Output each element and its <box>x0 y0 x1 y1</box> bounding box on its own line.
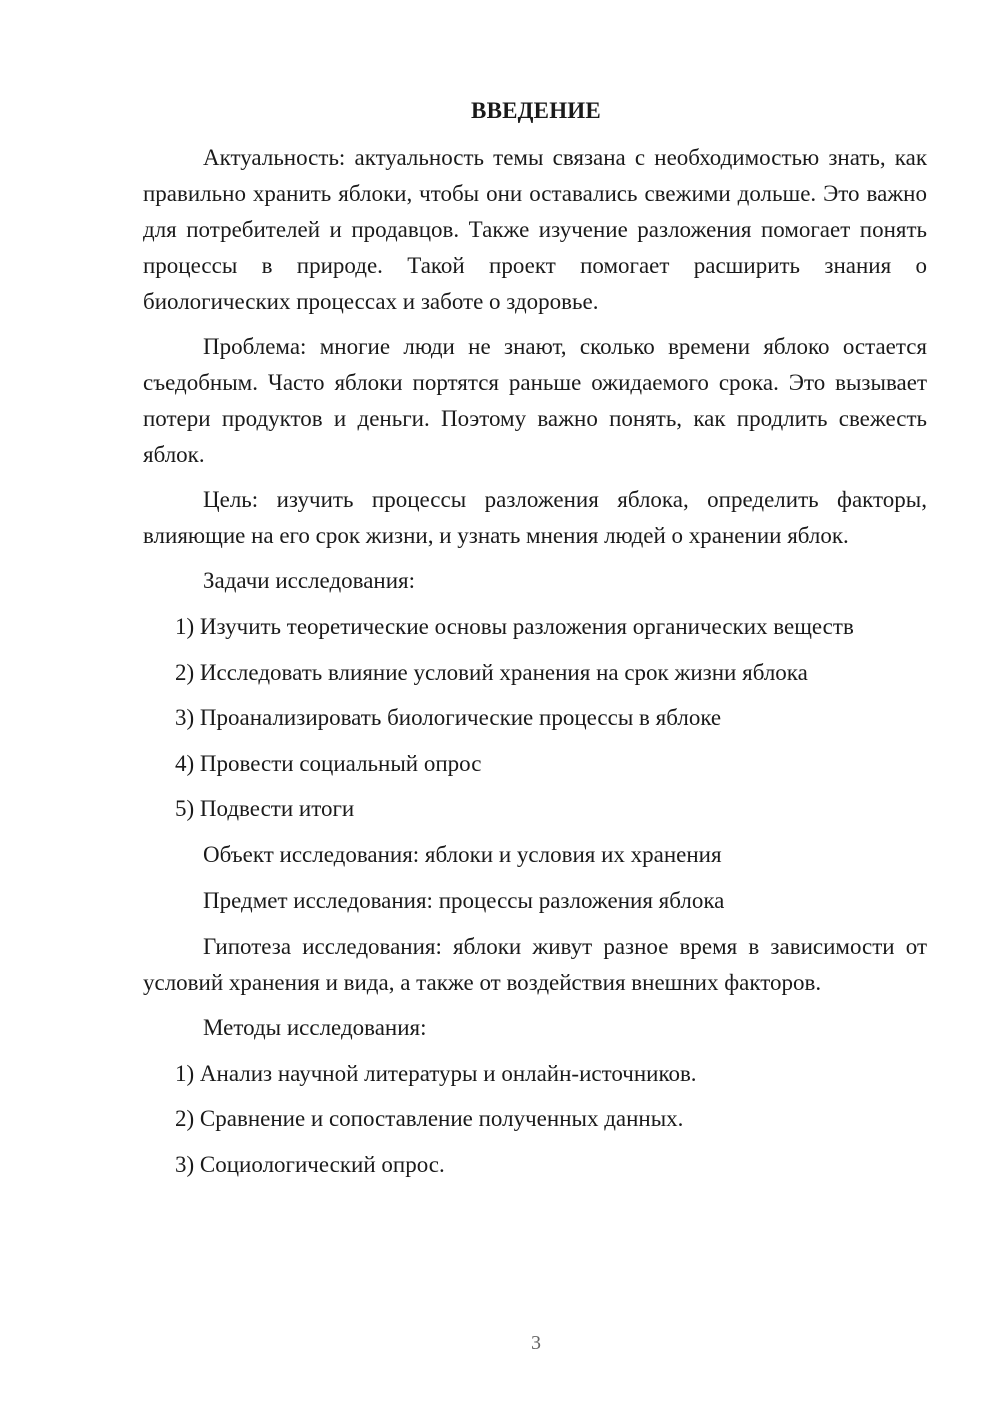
tasks-list <box>143 609 927 827</box>
list-item-task-4: 4) Провести социальный опрос <box>175 750 482 776</box>
methods-list <box>143 1056 927 1183</box>
page-title: ВВЕДЕНИЕ <box>471 98 601 123</box>
document-body <box>143 140 927 1192</box>
paragraph-hypothesis: Гипотеза исследования: яблоки живут разное время в зависимости от условий хранения и вида, а также от воздействия внешних факторов. <box>143 933 927 995</box>
list-item-method-3: 3) Социологический опрос. <box>175 1151 445 1177</box>
list-item-task-5: 5) Подвести итоги <box>175 796 355 821</box>
list-item-method-2: 2) Сравнение и сопоставление полученных данных. <box>175 1106 684 1131</box>
paragraph-subject: Предмет исследования: процессы разложения яблока <box>203 887 725 913</box>
paragraph-problem: Проблема: многие люди не знают, сколько времени яблоко остается съедобным. Часто яблоки портятся раньше ожидаемого срока. Это вызывает потери продуктов и деньги. Поэтому важно понять, как продлить свежесть яблок. <box>143 334 927 467</box>
paragraph-object: Объект исследования: яблоки и условия их хранения <box>203 841 722 867</box>
list-item-task-3: 3) Проанализировать биологические процессы в яблоке <box>175 705 722 730</box>
list-item-task-1: 1) Изучить теоретические основы разложения органических веществ <box>175 614 854 639</box>
page-number: 3 <box>531 1332 541 1354</box>
methods-heading: Методы исследования: <box>203 1014 427 1040</box>
tasks-heading: Задачи исследования: <box>203 568 416 593</box>
paragraph-goal: Цель: изучить процессы разложения яблока, определить факторы, влияющие на его срок жизни, и узнать мнения людей о хранении яблок. <box>143 487 927 548</box>
list-item-method-1: 1) Анализ научной литературы и онлайн-источников. <box>175 1060 697 1086</box>
paragraph-relevance: Актуальность: актуальность темы связана с необходимостью знать, как правильно хранить яблоки, чтобы они оставались свежими дольше. Это важно для потребителей и продавцов. Также изучение разложения помогает понять процессы в природе. Такой проект помогает расширить знания о биологических процессах и заботе о здоровье. <box>143 145 927 314</box>
list-item-task-2: 2) Исследовать влияние условий хранения на срок жизни яблока <box>175 659 808 685</box>
